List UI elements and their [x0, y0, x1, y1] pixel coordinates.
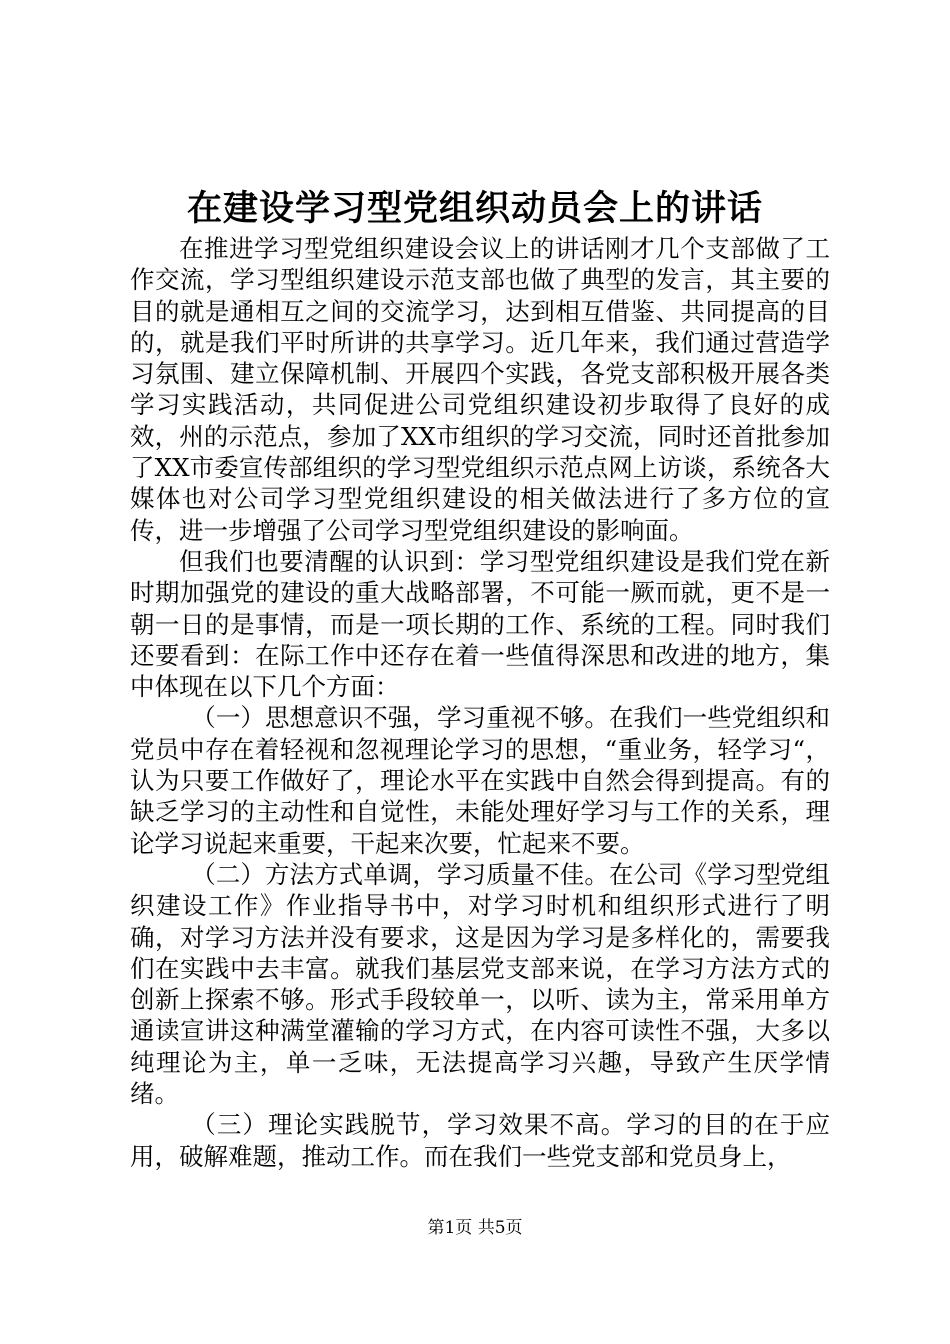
document-title: 在建设学习型党组织动员会上的讲话 [186, 188, 763, 229]
paragraph-point-3: （三）理论实践脱节，学习效果不高。学习的目的在于应用，破解难题，推动工作。而在我们一些党支部和党员身上， [130, 1110, 830, 1171]
paragraph-awareness: 但我们也要清醒的认识到：学习型党组织建设是我们党在新时期加强党的建设的重大战略部署，不可能一厥而就，更不是一朝一日的是事情，而是一项长期的工作、系统的工程。同时我们还要看到：在际工作中还存在着一些值得深思和改进的地方，集中体现在以下几个方面： [130, 546, 830, 702]
paragraph-point-1: （一）思想意识不强，学习重视不够。在我们一些党组织和党员中存在着轻视和忽视理论学习的思想，“重业务，轻学习“，认为只要工作做好了，理论水平在实践中自然会得到提高。有的缺乏学习的主动性和自觉性，未能处理好学习与工作的关系，理论学习说起来重要，干起来次要，忙起来不要。 [130, 703, 830, 858]
document-body [130, 233, 830, 1172]
paragraph-intro: 在推进学习型党组织建设会议上的讲话刚才几个支部做了工作交流，学习型组织建设示范支部也做了典型的发言，其主要的目的就是通相互之间的交流学习，达到相互借鉴、共同提高的目的，就是我们平时所讲的共享学习。近几年来，我们通过营造学习氛围、建立保障机制、开展四个实践，各党支部积极开展各类学习实践活动，共同促进公司党组织建设初步取得了良好的成效，州的示范点，参加了XX市组织的学习交流，同时还首批参加了XX市委宣传部组织的学习型党组织示范点网上访谈，系统各大媒体也对公司学习型党组织建设的相关做法进行了多方位的宣传，进一步增强了公司学习型党组织建设的影响面。 [130, 234, 830, 545]
paragraph-point-2: （二）方法方式单调，学习质量不佳。在公司《学习型党组织建设工作》作业指导书中，对学习时机和组织形式进行了明确，对学习方法并没有要求，这是因为学习是多样化的，需要我们在实践中去丰富。就我们基层党支部来说，在学习方法方式的创新上探索不够。形式手段较单一，以听、读为主，常采用单方通读宣讲这种满堂灌输的学习方式，在内容可读性不强，大多以纯理论为主，单一乏味，无法提高学习兴趣，导致产生厌学情绪。 [130, 859, 830, 1109]
page-number-footer: 第1页 共5页 [427, 1218, 523, 1238]
